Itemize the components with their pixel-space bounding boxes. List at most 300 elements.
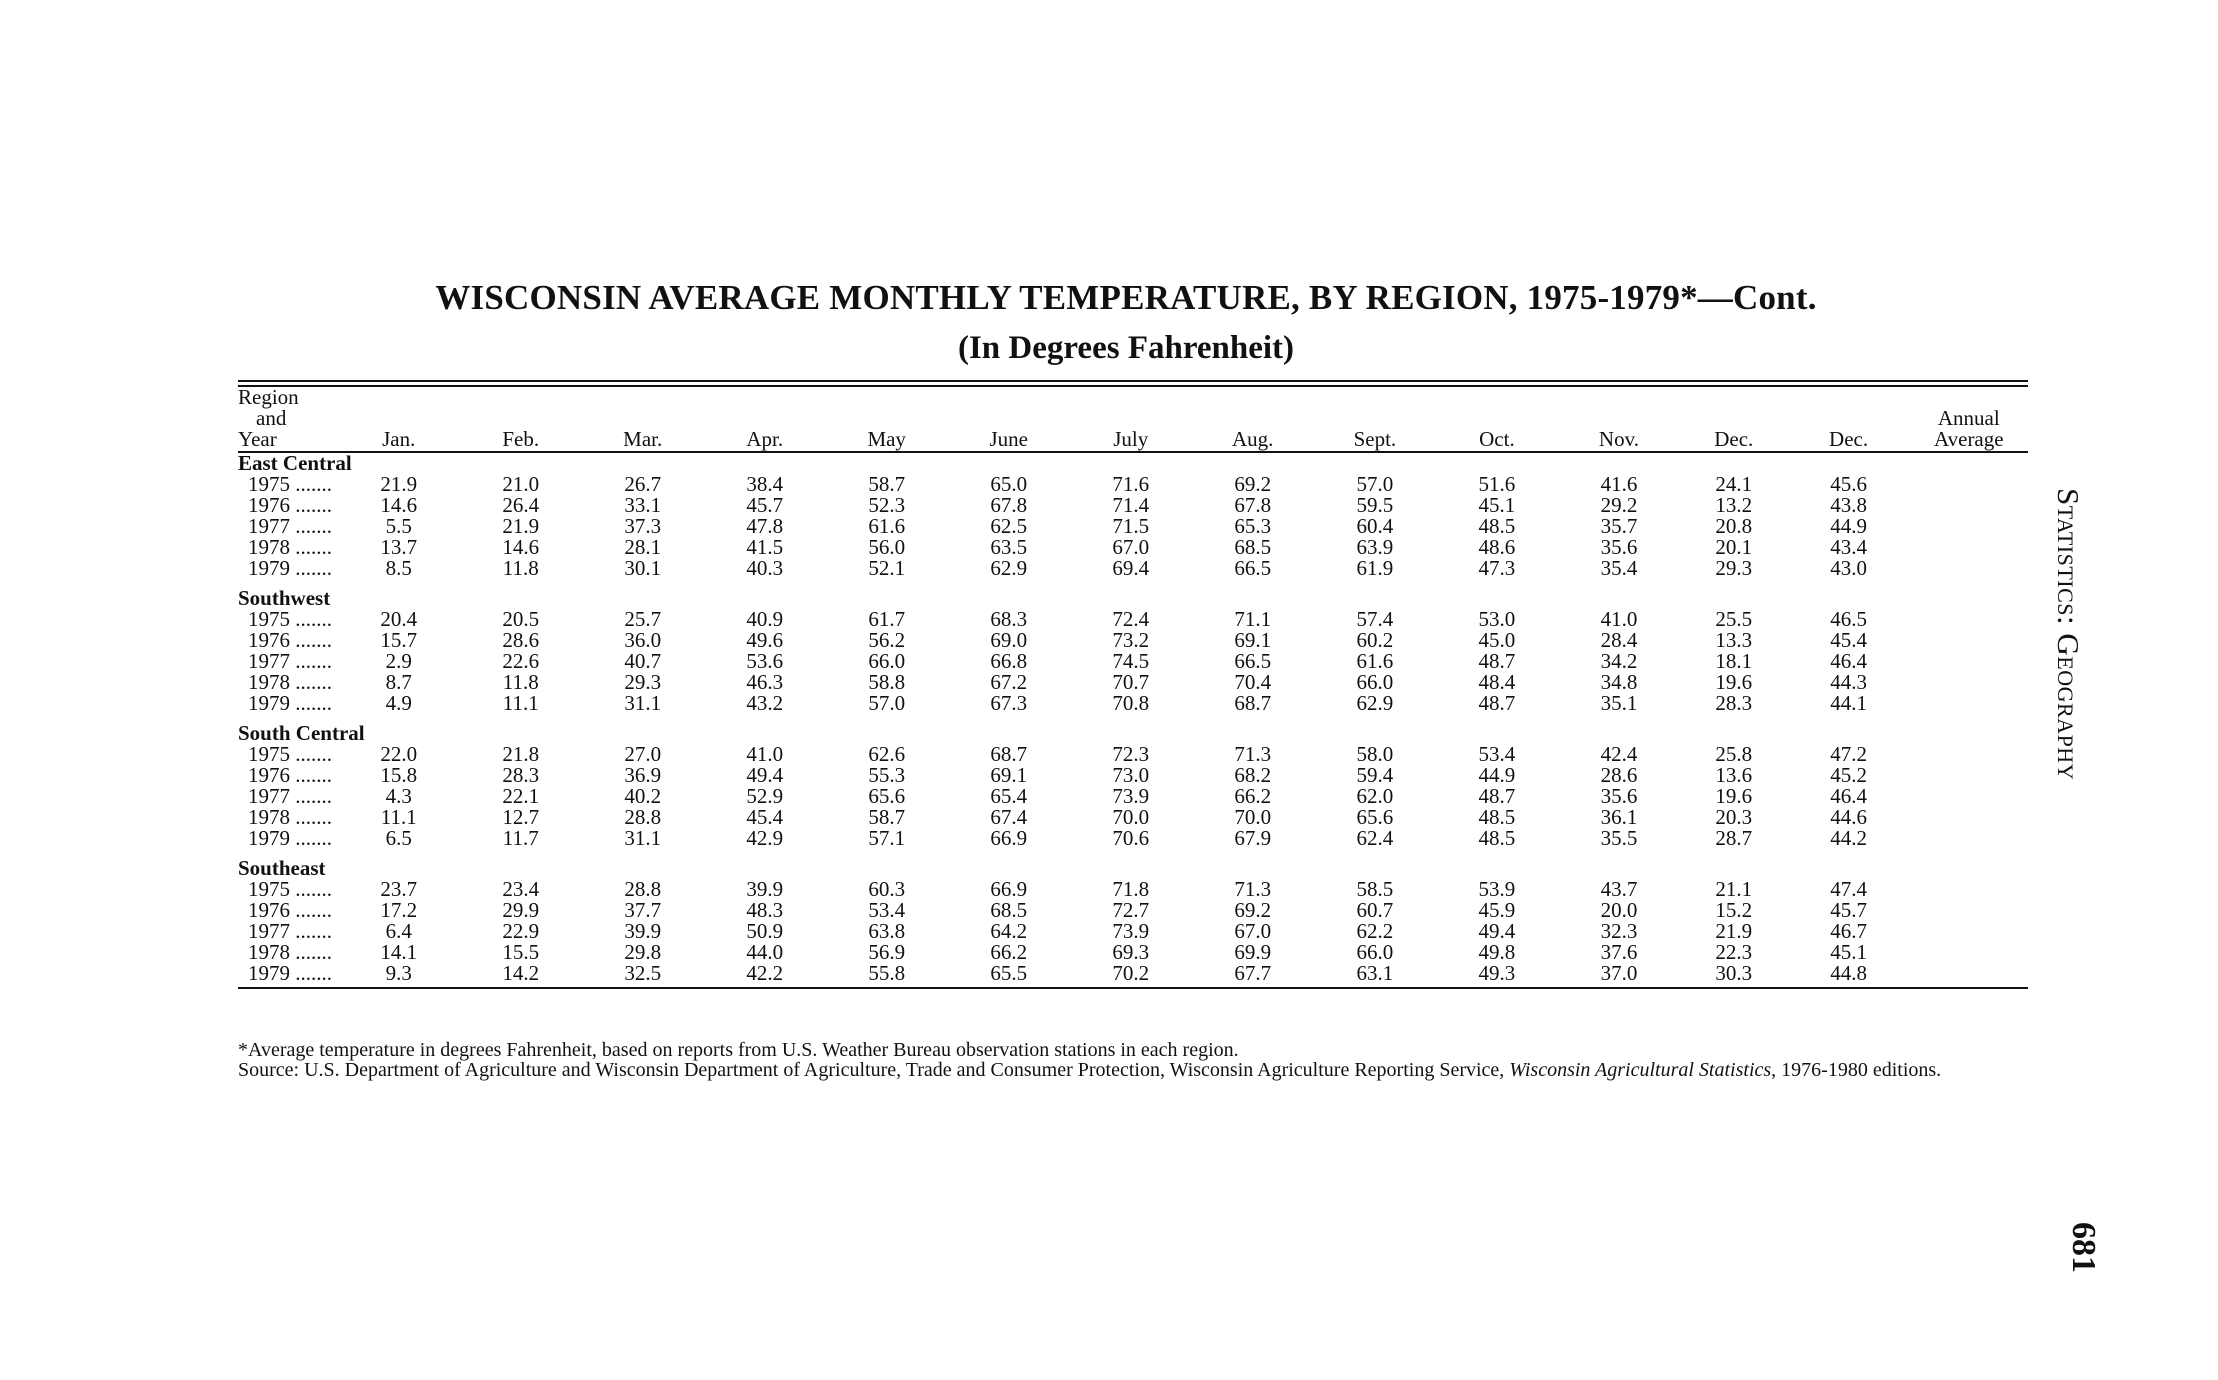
temperature-cell: 35.6 [1600, 535, 1638, 559]
temperature-cell: 48.7 [1478, 649, 1516, 673]
header-region-text: Region [238, 385, 299, 409]
annual-average-cell: 45.6 [1830, 472, 1867, 496]
temperature-cell: 15.7 [380, 628, 418, 652]
temperature-cell: 35.6 [1600, 784, 1638, 808]
temperature-cell: 48.7 [1478, 691, 1516, 715]
header-month: Nov. [1558, 387, 1680, 452]
temperature-cell: 73.2 [1112, 628, 1150, 652]
temperature-cell: 45.0 [1478, 628, 1516, 652]
temperature-cell: 67.4 [990, 805, 1028, 829]
temperature-cell: 69.1 [990, 763, 1028, 787]
temperature-cell: 68.5 [1234, 535, 1272, 559]
temperature-cell: 48.3 [746, 898, 784, 922]
table-row [238, 630, 2028, 651]
temperature-cell: 62.5 [990, 514, 1028, 538]
temperature-cell: 29.3 [1715, 556, 1753, 580]
temperature-cell: 51.6 [1478, 472, 1516, 496]
annual-average-cell: 45.4 [1830, 628, 1867, 652]
temperature-cell: 42.4 [1600, 742, 1638, 766]
temperature-cell: 25.5 [1715, 607, 1753, 631]
header-row [238, 387, 2028, 452]
temperature-cell: 72.3 [1112, 742, 1150, 766]
temperature-cell: 37.0 [1600, 961, 1638, 985]
annual-average-cell: 44.2 [1830, 826, 1867, 850]
year-cell: 1977 ....... [248, 784, 332, 808]
temperature-cell: 15.5 [502, 940, 540, 964]
temperature-cell: 36.9 [624, 763, 662, 787]
temperature-cell: 35.4 [1600, 556, 1638, 580]
year-cell: 1978 ....... [248, 535, 332, 559]
header-month: Aug. [1192, 387, 1314, 452]
temperature-cell: 66.0 [1356, 670, 1394, 694]
temperature-cell: 28.6 [502, 628, 540, 652]
temperature-cell: 65.6 [1356, 805, 1394, 829]
temperature-table [238, 387, 2028, 984]
temperature-cell: 47.8 [746, 514, 784, 538]
temperature-cell: 60.7 [1356, 898, 1394, 922]
temperature-cell: 67.7 [1234, 961, 1272, 985]
temperature-cell: 40.2 [624, 784, 662, 808]
temperature-cell: 49.8 [1478, 940, 1516, 964]
temperature-cell: 45.7 [746, 493, 784, 517]
temperature-cell: 69.3 [1112, 940, 1150, 964]
temperature-cell: 67.0 [1112, 535, 1150, 559]
annual-average-cell: 46.4 [1830, 784, 1867, 808]
header-month: May [826, 387, 948, 452]
temperature-cell: 69.2 [1234, 472, 1272, 496]
temperature-cell: 71.3 [1234, 742, 1272, 766]
header-annual-text: Annual [1937, 406, 2000, 430]
temperature-cell: 70.0 [1112, 805, 1150, 829]
temperature-cell: 66.5 [1234, 556, 1272, 580]
table-row [238, 609, 2028, 630]
temperature-cell: 49.3 [1478, 961, 1516, 985]
temperature-cell: 62.2 [1356, 919, 1394, 943]
temperature-cell: 57.0 [868, 691, 906, 715]
temperature-cell: 65.6 [868, 784, 906, 808]
temperature-cell: 55.8 [868, 961, 906, 985]
temperature-cell: 62.0 [1356, 784, 1394, 808]
temperature-cell: 68.5 [990, 898, 1028, 922]
temperature-cell: 63.9 [1356, 535, 1394, 559]
temperature-cell: 70.7 [1112, 670, 1150, 694]
temperature-cell: 11.7 [502, 826, 539, 850]
temperature-cell: 52.9 [746, 784, 784, 808]
temperature-cell: 8.7 [385, 670, 412, 694]
temperature-cell: 62.6 [868, 742, 906, 766]
temperature-cell: 6.4 [385, 919, 412, 943]
table-subtitle: (In Degrees Fahrenheit) [957, 330, 1295, 366]
table-row [238, 558, 2028, 579]
temperature-cell: 61.9 [1356, 556, 1394, 580]
year-cell: 1975 ....... [248, 742, 332, 766]
temperature-cell: 65.4 [990, 784, 1028, 808]
temperature-cell: 42.9 [746, 826, 784, 850]
temperature-cell: 37.6 [1600, 940, 1638, 964]
temperature-cell: 20.1 [1715, 535, 1753, 559]
year-cell: 1975 ....... [248, 607, 332, 631]
temperature-cell: 19.6 [1715, 670, 1753, 694]
annual-average-cell: 45.1 [1830, 940, 1867, 964]
temperature-cell: 21.0 [502, 472, 540, 496]
header-annual-average [1910, 387, 2028, 452]
temperature-cell: 49.4 [1478, 919, 1516, 943]
temperature-cell: 14.1 [380, 940, 418, 964]
side-running-head: Statistics: Geography [2051, 488, 2086, 781]
temperature-cell: 48.5 [1478, 826, 1516, 850]
temperature-cell: 40.9 [746, 607, 784, 631]
temperature-cell: 63.8 [868, 919, 906, 943]
temperature-cell: 69.9 [1234, 940, 1272, 964]
temperature-cell: 13.3 [1715, 628, 1753, 652]
temperature-cell: 21.9 [380, 472, 418, 496]
temperature-cell: 70.6 [1112, 826, 1150, 850]
temperature-cell: 60.3 [868, 877, 906, 901]
year-cell: 1977 ....... [248, 919, 332, 943]
temperature-cell: 71.8 [1112, 877, 1150, 901]
temperature-cell: 68.2 [1234, 763, 1272, 787]
table-title: WISCONSIN AVERAGE MONTHLY TEMPERATURE, BY REGION, 1975-1979*—Cont. [435, 278, 1817, 317]
source-italic: Wisconsin Agricultural Statistics [1509, 1059, 1772, 1081]
annual-average-cell: 46.4 [1830, 649, 1867, 673]
temperature-cell: 68.7 [1234, 691, 1272, 715]
temperature-cell: 49.4 [746, 763, 784, 787]
source-note [238, 1060, 2028, 1080]
year-cell: 1978 ....... [248, 670, 332, 694]
table-row [238, 828, 2028, 849]
header-month: July [1070, 387, 1192, 452]
temperature-cell: 71.5 [1112, 514, 1150, 538]
region-name: East Central [238, 451, 352, 475]
temperature-cell: 60.2 [1356, 628, 1394, 652]
page-number: 681 [2065, 1222, 2102, 1273]
temperature-cell: 20.3 [1715, 805, 1753, 829]
temperature-cell: 30.3 [1715, 961, 1753, 985]
temperature-cell: 73.9 [1112, 784, 1150, 808]
temperature-cell: 11.8 [502, 670, 539, 694]
temperature-cell: 60.4 [1356, 514, 1394, 538]
annual-average-cell: 43.0 [1830, 556, 1867, 580]
temperature-cell: 28.8 [624, 877, 662, 901]
temperature-cell: 20.8 [1715, 514, 1753, 538]
region-name: South Central [238, 721, 365, 745]
temperature-cell: 48.7 [1478, 784, 1516, 808]
temperature-cell: 66.0 [1356, 940, 1394, 964]
table-row [238, 921, 2028, 942]
temperature-cell: 65.0 [990, 472, 1028, 496]
temperature-cell: 52.3 [868, 493, 906, 517]
temperature-cell: 66.2 [990, 940, 1028, 964]
year-cell: 1979 ....... [248, 556, 332, 580]
table-row [238, 786, 2028, 807]
temperature-cell: 71.3 [1234, 877, 1272, 901]
table-row [238, 879, 2028, 900]
temperature-cell: 38.4 [746, 472, 784, 496]
temperature-cell: 28.4 [1600, 628, 1638, 652]
temperature-cell: 34.2 [1600, 649, 1638, 673]
table-row [238, 693, 2028, 714]
table-row [238, 516, 2028, 537]
temperature-cell: 14.6 [380, 493, 418, 517]
temperature-cell: 49.6 [746, 628, 784, 652]
temperature-cell: 40.3 [746, 556, 784, 580]
temperature-cell: 73.0 [1112, 763, 1150, 787]
temperature-cell: 22.3 [1715, 940, 1753, 964]
table-row [238, 765, 2028, 786]
temperature-cell: 57.0 [1356, 472, 1394, 496]
temperature-cell: 58.7 [868, 472, 906, 496]
temperature-cell: 72.4 [1112, 607, 1150, 631]
annual-average-cell: 44.1 [1830, 691, 1867, 715]
top-double-rule [238, 380, 2028, 387]
region-heading-row [238, 855, 2028, 879]
header-month: Dec. [1788, 387, 1910, 452]
temperature-cell: 65.5 [990, 961, 1028, 985]
temperature-cell: 21.8 [502, 742, 540, 766]
footnote: *Average temperature in degrees Fahrenheit, based on reports from U.S. Weather Bureau observation stations in each region. [238, 1039, 1239, 1061]
temperature-cell: 24.1 [1715, 472, 1753, 496]
temperature-cell: 53.4 [1478, 742, 1516, 766]
temperature-cell: 67.8 [990, 493, 1028, 517]
annual-average-cell: 47.2 [1830, 742, 1867, 766]
year-cell: 1977 ....... [248, 649, 332, 673]
temperature-cell: 13.2 [1715, 493, 1753, 517]
region-heading-row [238, 720, 2028, 744]
table-row [238, 537, 2028, 558]
temperature-cell: 15.2 [1715, 898, 1753, 922]
temperature-cell: 66.0 [868, 649, 906, 673]
table-notes [238, 1040, 2028, 1080]
source-prefix: Source: U.S. Department of Agriculture and Wisconsin Department of Agriculture, Trade and Consumer Protection, Wisconsin Agriculture Reporting Service, [238, 1059, 1510, 1081]
temperature-cell: 29.3 [624, 670, 662, 694]
temperature-cell: 13.6 [1715, 763, 1753, 787]
temperature-cell: 17.2 [380, 898, 418, 922]
temperature-cell: 14.6 [502, 535, 540, 559]
temperature-cell: 67.2 [990, 670, 1028, 694]
temperature-cell: 53.9 [1478, 877, 1516, 901]
temperature-cell: 44.0 [746, 940, 784, 964]
source-suffix: , 1976-1980 editions. [1771, 1059, 1942, 1081]
temperature-cell: 70.4 [1234, 670, 1272, 694]
temperature-cell: 56.0 [868, 535, 906, 559]
temperature-cell: 28.8 [624, 805, 662, 829]
table-row [238, 495, 2028, 516]
temperature-cell: 29.2 [1600, 493, 1638, 517]
temperature-cell: 41.0 [746, 742, 784, 766]
temperature-cell: 62.4 [1356, 826, 1394, 850]
header-month: Feb. [460, 387, 582, 452]
header-average-text: Average [1934, 427, 2004, 451]
temperature-cell: 43.2 [746, 691, 784, 715]
year-cell: 1978 ....... [248, 940, 332, 964]
temperature-cell: 26.7 [624, 472, 662, 496]
temperature-cell: 56.9 [868, 940, 906, 964]
temperature-cell: 71.6 [1112, 472, 1150, 496]
temperature-cell: 15.8 [380, 763, 418, 787]
temperature-cell: 29.9 [502, 898, 540, 922]
annual-average-cell: 44.9 [1830, 514, 1867, 538]
temperature-cell: 64.2 [990, 919, 1028, 943]
annual-average-cell: 43.4 [1830, 535, 1867, 559]
temperature-cell: 6.5 [385, 826, 412, 850]
temperature-cell: 44.9 [1478, 763, 1516, 787]
table-row [238, 651, 2028, 672]
temperature-cell: 70.2 [1112, 961, 1150, 985]
temperature-cell: 37.7 [624, 898, 662, 922]
temperature-cell: 63.5 [990, 535, 1028, 559]
table-row [238, 963, 2028, 984]
temperature-cell: 4.3 [385, 784, 412, 808]
temperature-cell: 46.3 [746, 670, 784, 694]
annual-average-cell: 43.8 [1830, 493, 1867, 517]
temperature-cell: 63.1 [1356, 961, 1394, 985]
header-year-text: Year [238, 427, 277, 451]
temperature-cell: 69.1 [1234, 628, 1272, 652]
year-cell: 1979 ....... [248, 691, 332, 715]
temperature-cell: 41.0 [1600, 607, 1638, 631]
temperature-cell: 32.3 [1600, 919, 1638, 943]
temperature-cell: 61.6 [868, 514, 906, 538]
temperature-cell: 36.0 [624, 628, 662, 652]
table-row [238, 942, 2028, 963]
temperature-cell: 57.4 [1356, 607, 1394, 631]
temperature-cell: 35.5 [1600, 826, 1638, 850]
temperature-cell: 68.3 [990, 607, 1028, 631]
temperature-cell: 53.6 [746, 649, 784, 673]
temperature-cell: 59.5 [1356, 493, 1394, 517]
temperature-cell: 21.9 [1715, 919, 1753, 943]
temperature-cell: 67.3 [990, 691, 1028, 715]
temperature-cell: 20.4 [380, 607, 418, 631]
temperature-cell: 11.1 [502, 691, 539, 715]
table-row [238, 672, 2028, 693]
temperature-cell: 26.4 [502, 493, 540, 517]
temperature-cell: 25.7 [624, 607, 662, 631]
temperature-cell: 48.6 [1478, 535, 1516, 559]
temperature-cell: 39.9 [624, 919, 662, 943]
temperature-cell: 48.5 [1478, 805, 1516, 829]
temperature-cell: 22.1 [502, 784, 540, 808]
region-name: Southwest [238, 586, 331, 610]
temperature-cell: 57.1 [868, 826, 906, 850]
temperature-cell: 70.8 [1112, 691, 1150, 715]
temperature-cell: 22.6 [502, 649, 540, 673]
year-cell: 1975 ....... [248, 472, 332, 496]
year-cell: 1976 ....... [248, 628, 332, 652]
region-heading-row [238, 452, 2028, 474]
temperature-cell: 23.4 [502, 877, 540, 901]
temperature-cell: 30.1 [624, 556, 662, 580]
temperature-cell: 58.0 [1356, 742, 1394, 766]
temperature-cell: 22.9 [502, 919, 540, 943]
temperature-cell: 32.5 [624, 961, 662, 985]
temperature-cell: 41.6 [1600, 472, 1638, 496]
temperature-cell: 45.4 [746, 805, 784, 829]
temperature-cell: 21.9 [502, 514, 540, 538]
temperature-cell: 35.1 [1600, 691, 1638, 715]
temperature-cell: 33.1 [624, 493, 662, 517]
temperature-cell: 18.1 [1715, 649, 1753, 673]
temperature-cell: 52.1 [868, 556, 906, 580]
temperature-cell: 21.1 [1715, 877, 1753, 901]
temperature-cell: 69.4 [1112, 556, 1150, 580]
header-month: June [948, 387, 1070, 452]
table-row [238, 807, 2028, 828]
temperature-cell: 27.0 [624, 742, 662, 766]
year-cell: 1979 ....... [248, 826, 332, 850]
temperature-cell: 50.9 [746, 919, 784, 943]
temperature-cell: 61.6 [1356, 649, 1394, 673]
temperature-cell: 41.5 [746, 535, 784, 559]
temperature-cell: 71.1 [1234, 607, 1272, 631]
temperature-cell: 23.7 [380, 877, 418, 901]
temperature-cell: 40.7 [624, 649, 662, 673]
temperature-cell: 9.3 [385, 961, 412, 985]
temperature-cell: 25.8 [1715, 742, 1753, 766]
header-month: Apr. [704, 387, 826, 452]
temperature-cell: 13.7 [380, 535, 418, 559]
temperature-cell: 69.2 [1234, 898, 1272, 922]
temperature-cell: 14.2 [502, 961, 540, 985]
header-month: Jan. [338, 387, 460, 452]
temperature-cell: 2.9 [385, 649, 412, 673]
table-row [238, 900, 2028, 921]
temperature-cell: 72.7 [1112, 898, 1150, 922]
temperature-cell: 43.7 [1600, 877, 1638, 901]
temperature-table-container [238, 380, 2028, 989]
temperature-cell: 68.7 [990, 742, 1028, 766]
temperature-cell: 67.8 [1234, 493, 1272, 517]
temperature-cell: 42.2 [746, 961, 784, 985]
annual-average-cell: 46.7 [1830, 919, 1867, 943]
temperature-cell: 34.8 [1600, 670, 1638, 694]
table-row [238, 744, 2028, 765]
temperature-cell: 29.8 [624, 940, 662, 964]
temperature-cell: 65.3 [1234, 514, 1272, 538]
annual-average-cell: 45.2 [1830, 763, 1867, 787]
region-name: Southeast [238, 856, 326, 880]
table-body [238, 452, 2028, 984]
annual-average-cell: 44.8 [1830, 961, 1867, 985]
annual-average-cell: 45.7 [1830, 898, 1867, 922]
temperature-cell: 45.9 [1478, 898, 1516, 922]
temperature-cell: 11.1 [380, 805, 417, 829]
temperature-cell: 67.0 [1234, 919, 1272, 943]
temperature-cell: 19.6 [1715, 784, 1753, 808]
table-row [238, 474, 2028, 495]
header-and-text: and [256, 406, 287, 430]
temperature-cell: 5.5 [385, 514, 412, 538]
temperature-cell: 48.5 [1478, 514, 1516, 538]
temperature-cell: 58.7 [868, 805, 906, 829]
temperature-cell: 56.2 [868, 628, 906, 652]
temperature-cell: 39.9 [746, 877, 784, 901]
annual-average-cell: 46.5 [1830, 607, 1867, 631]
header-month: Sept. [1314, 387, 1436, 452]
temperature-cell: 70.0 [1234, 805, 1272, 829]
temperature-cell: 62.9 [990, 556, 1028, 580]
temperature-cell: 47.3 [1478, 556, 1516, 580]
temperature-cell: 66.2 [1234, 784, 1272, 808]
region-year-header [238, 387, 338, 452]
temperature-cell: 28.6 [1600, 763, 1638, 787]
temperature-cell: 20.5 [502, 607, 540, 631]
region-heading-row [238, 585, 2028, 609]
temperature-cell: 45.1 [1478, 493, 1516, 517]
annual-average-cell: 44.6 [1830, 805, 1867, 829]
temperature-cell: 20.0 [1600, 898, 1638, 922]
bottom-rule [238, 987, 2028, 989]
